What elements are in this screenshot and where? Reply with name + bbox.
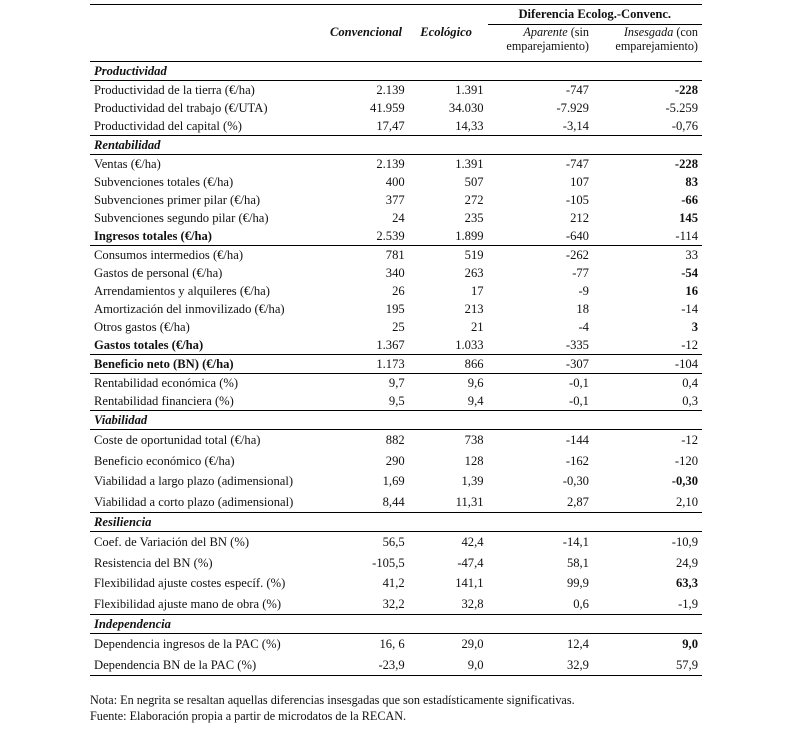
table-row [90,355,702,374]
section-header-row [90,615,702,634]
value-apparent-diff: -262 [488,246,593,265]
value-unbiased-diff: 16 [685,284,698,298]
value-apparent-diff: -77 [572,266,589,280]
table-row [90,573,702,594]
table-row [90,173,702,191]
apparent-sub2: emparejamiento) [506,39,589,53]
table-row [90,532,702,553]
section-title: Rentabilidad [90,136,327,155]
value-apparent-diff: -640 [565,229,589,243]
value-conventional: -105,5 [372,555,405,570]
value-apparent-diff: -0,1 [488,374,593,393]
value-ecological: 1.391 [455,83,484,97]
value-ecological: 507 [464,175,484,189]
value-ecological: 14,33 [455,119,484,133]
table-row [90,392,702,411]
value-conventional: -23,9 [327,655,408,676]
row-label: Dependencia ingresos de la PAC (%) [94,637,281,651]
value-unbiased-diff: 63,3 [675,576,698,590]
value-ecological: 42,4 [461,535,484,549]
value-conventional: 400 [385,175,405,189]
value-ecological: 29,0 [461,637,484,651]
value-conventional: 290 [385,453,405,468]
value-apparent-diff: 12,4 [566,637,589,651]
table-row [90,318,702,336]
value-apparent-diff: 2,87 [566,494,589,509]
table-row [90,191,702,209]
value-unbiased-diff: -120 [674,453,698,468]
value-apparent-diff: 107 [570,175,589,189]
row-label: Subvenciones segundo pilar (€/ha) [94,211,269,225]
table-notes [90,692,740,724]
results-table-container [90,4,702,676]
value-unbiased-diff: -1,9 [678,596,698,611]
table-row [90,264,702,282]
value-apparent-diff: -144 [565,433,589,447]
value-apparent-diff: -162 [565,453,589,468]
value-conventional: 25 [392,320,405,334]
value-apparent-diff: 99,9 [566,576,589,590]
value-apparent-diff: 58,1 [566,555,589,570]
apparent-sub1: (sin [567,25,589,39]
value-apparent-diff: -335 [565,338,589,352]
value-apparent-diff: -0,30 [562,474,589,488]
section-title: Productividad [90,62,327,81]
table-row [90,117,702,136]
value-apparent-diff: -747 [565,83,589,97]
value-unbiased-diff: 9,0 [682,637,698,651]
apparent-label: Aparente [523,25,568,39]
row-label: Beneficio económico (€/ha) [94,453,235,468]
value-ecological: 272 [464,193,484,207]
value-ecological: 141,1 [455,576,484,590]
diff-header: Diferencia Ecolog.-Convenc. [488,5,702,25]
value-ecological: 11,31 [455,494,484,509]
value-unbiased-diff: -12 [681,338,698,352]
value-conventional: 32,2 [382,596,405,611]
value-conventional: 340 [385,266,405,280]
value-unbiased-diff: -104 [593,355,702,374]
value-ecological: 9,0 [409,655,488,676]
row-label: Productividad del capital (%) [94,119,242,133]
table-row [90,594,702,615]
source-text: Fuente: Elaboración propia a partir de microdatos de la RECAN. [90,709,407,723]
row-label: Arrendamientos y alquileres (€/ha) [94,284,270,298]
value-apparent-diff: -14,1 [562,535,589,549]
table-row [90,81,702,100]
value-conventional: 1.367 [376,338,405,352]
value-unbiased-diff: -12 [681,433,698,447]
table-row [90,655,702,676]
value-ecological: -47,4 [457,555,484,570]
row-label: Gastos de personal (€/ha) [94,266,223,280]
row-label: Viabilidad a largo plazo (adimensional) [94,474,294,488]
value-ecological: 1.899 [455,229,484,243]
value-conventional: 882 [385,433,405,447]
value-conventional: 2.139 [376,157,405,171]
value-conventional: 41.959 [370,101,405,115]
value-conventional: 377 [385,193,405,207]
row-label: Coef. de Variación del BN (%) [94,535,250,549]
value-unbiased-diff: 0,3 [682,394,698,408]
value-unbiased-diff: 145 [679,211,698,225]
value-apparent-diff: -747 [565,157,589,171]
row-label: Coste de oportunidad total (€/ha) [94,433,261,447]
value-conventional: 781 [327,246,408,265]
results-table [90,4,702,676]
unbiased-sub2: emparejamiento) [615,39,698,53]
row-label: Subvenciones primer pilar (€/ha) [94,193,261,207]
col-conventional-header: Convencional [329,24,403,39]
row-label: Dependencia BN de la PAC (%) [90,655,327,676]
table-row [90,300,702,318]
table-row [90,99,702,117]
value-unbiased-diff: -5.259 [665,101,698,115]
value-unbiased-diff: 83 [685,175,698,189]
value-ecological: 519 [409,246,488,265]
value-conventional: 195 [385,302,405,316]
value-apparent-diff: 0,6 [573,596,589,611]
value-ecological: 9,4 [467,394,484,408]
row-label: Amortización del inmovilizado (€/ha) [94,302,285,316]
value-unbiased-diff: 33 [593,246,702,265]
section-header-row [90,513,702,532]
row-label: Otros gastos (€/ha) [94,320,190,334]
table-body [90,62,702,676]
value-unbiased-diff: -10,9 [671,535,698,549]
value-conventional: 9,5 [388,394,405,408]
section-title: Independencia [90,615,327,634]
value-apparent-diff: -7.929 [556,101,589,115]
note-text: Nota: En negrita se resaltan aquellas diferencias insesgadas que son estadísticamente significativas. [90,693,575,707]
col-ecological-header: Ecológico [420,24,472,39]
table-row [90,553,702,574]
value-unbiased-diff: 24,9 [675,555,698,570]
row-label: Gastos totales (€/ha) [94,338,204,352]
value-conventional: 41,2 [382,576,405,590]
row-label: Rentabilidad económica (%) [90,374,327,393]
unbiased-sub1: (con [673,25,698,39]
value-unbiased-diff: -228 [674,157,698,171]
value-ecological: 9,6 [409,374,488,393]
row-label: Flexibilidad ajuste mano de obra (%) [94,596,282,611]
row-label: Resistencia del BN (%) [94,555,213,570]
table-row [90,430,702,451]
table-row [90,246,702,265]
row-label: Consumos intermedios (€/ha) [90,246,327,265]
table-row [90,155,702,174]
row-label: Productividad de la tierra (€/ha) [94,83,255,97]
value-apparent-diff: -0,1 [569,394,589,408]
value-ecological: 128 [464,453,484,468]
value-unbiased-diff: -114 [675,229,698,243]
value-conventional: 2.539 [376,229,405,243]
value-apparent-diff: -105 [565,193,589,207]
value-ecological: 213 [464,302,484,316]
table-row [90,227,702,246]
value-apparent-diff: -307 [488,355,593,374]
value-apparent-diff: -4 [578,320,589,334]
value-unbiased-diff: -54 [681,266,698,280]
value-conventional: 9,7 [327,374,408,393]
value-unbiased-diff: -0,30 [671,474,698,488]
row-label: Productividad del trabajo (€/UTA) [94,101,268,115]
section-header-row [90,411,702,430]
value-unbiased-diff: 2,10 [675,494,698,509]
table-row [90,471,702,492]
table-row [90,634,702,655]
header-row-2 [90,25,702,62]
value-ecological: 263 [464,266,484,280]
value-apparent-diff: -3,14 [562,119,589,133]
section-title: Resiliencia [90,513,327,532]
value-conventional: 24 [392,211,405,225]
table-row [90,282,702,300]
value-unbiased-diff: -228 [674,83,698,97]
row-label: Ingresos totales (€/ha) [94,229,213,243]
value-ecological: 17 [470,284,484,298]
value-ecological: 21 [470,320,484,334]
value-conventional: 2.139 [376,83,405,97]
value-unbiased-diff: 57,9 [593,655,702,676]
value-conventional: 8,44 [382,494,405,509]
table-row [90,209,702,227]
value-conventional: 17,47 [376,119,405,133]
unbiased-label: Insesgada [623,25,674,39]
row-label: Flexibilidad ajuste costes específ. (%) [94,576,286,590]
row-label: Rentabilidad financiera (%) [94,394,234,408]
value-conventional: 1.173 [327,355,408,374]
value-conventional: 56,5 [382,535,405,549]
table-row [90,451,702,472]
value-apparent-diff: 32,9 [488,655,593,676]
header-row-1 [90,5,702,25]
value-ecological: 34.030 [448,101,484,115]
table-row [90,336,702,355]
value-conventional: 1,69 [382,474,405,488]
value-ecological: 866 [409,355,488,374]
section-header-row [90,136,702,155]
col-apparent-header [488,25,593,62]
value-apparent-diff: -9 [578,284,589,298]
value-ecological: 1,39 [461,474,484,488]
value-apparent-diff: 18 [576,302,589,316]
value-ecological: 32,8 [461,596,484,611]
col-unbiased-header [593,25,702,62]
value-unbiased-diff: 0,4 [593,374,702,393]
row-label: Subvenciones totales (€/ha) [94,175,234,189]
value-unbiased-diff: -66 [681,193,698,207]
value-unbiased-diff: 3 [691,320,698,334]
value-ecological: 235 [464,211,484,225]
section-header-row [90,62,702,81]
value-unbiased-diff: -14 [681,302,698,316]
value-ecological: 1.033 [455,338,484,352]
value-ecological: 738 [464,433,484,447]
value-unbiased-diff: -0,76 [671,119,698,133]
row-label: Ventas (€/ha) [94,157,161,171]
table-row [90,492,702,513]
row-label: Viabilidad a corto plazo (adimensional) [94,494,294,509]
value-ecological: 1.391 [455,157,484,171]
row-label: Beneficio neto (BN) (€/ha) [90,355,327,374]
value-conventional: 26 [392,284,405,298]
value-apparent-diff: 212 [570,211,589,225]
table-row [90,374,702,393]
value-conventional: 16, 6 [379,637,405,651]
section-title: Viabilidad [90,411,327,430]
